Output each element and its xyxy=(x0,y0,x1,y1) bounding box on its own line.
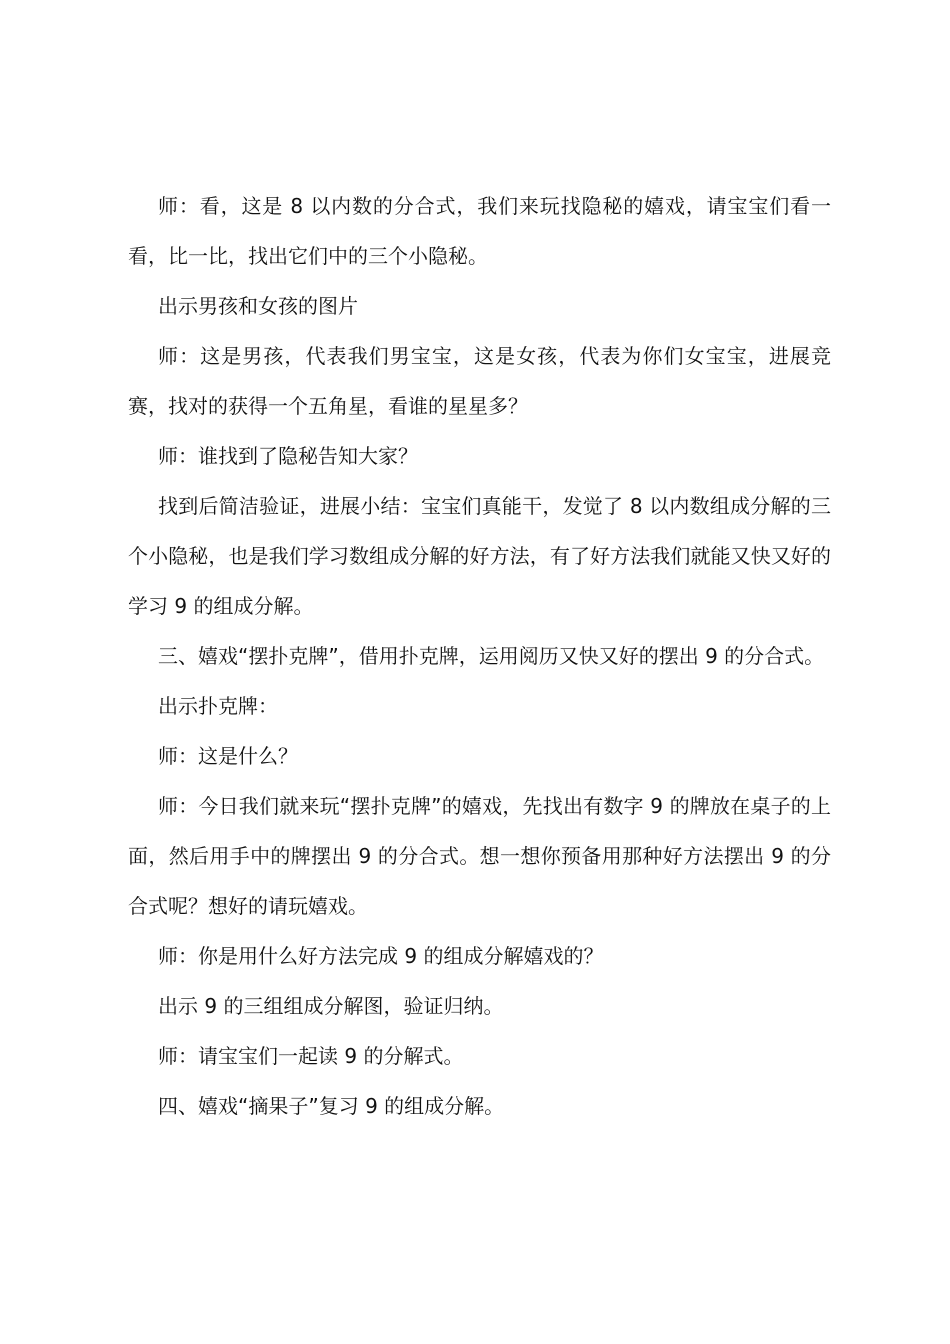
document-page xyxy=(128,181,831,1131)
paragraph-show-pictures: 出示男孩和女孩的图片 xyxy=(158,294,358,318)
paragraph-summary: 找到后简洁验证，进展小结：宝宝们真能干，发觉了 8 以内数组成分解的三个小隐秘，也是我们学习数组成分解的好方法，有了好方法我们就能又快又好的学习 9 的组成分解。 xyxy=(128,494,831,618)
paragraph-section-four-heading: 四、嬉戏“摘果子”复习 9 的组成分解。 xyxy=(158,1094,505,1118)
paragraph-who-found: 师：谁找到了隐秘告知大家？ xyxy=(158,444,418,468)
paragraph-intro-secrets: 师：看，这是 8 以内数的分合式，我们来玩找隐秘的嬉戏，请宝宝们看一看，比一比，找出它们中的三个小隐秘。 xyxy=(128,194,831,268)
paragraph-card-game-instructions: 师：今日我们就来玩“摆扑克牌”的嬉戏，先找出有数字 9 的牌放在桌子的上面，然后用手中的牌摆出 9 的分合式。想一想你预备用那种好方法摆出 9 的分合式呢？想好的请玩嬉戏。 xyxy=(128,794,831,918)
paragraph-read-together: 师：请宝宝们一起读 9 的分解式。 xyxy=(158,1044,464,1068)
paragraph-method-question: 师：你是用什么好方法完成 9 的组成分解嬉戏的？ xyxy=(158,944,604,968)
paragraph-show-cards: 出示扑克牌： xyxy=(158,694,278,718)
paragraph-boys-girls-contest: 师：这是男孩，代表我们男宝宝，这是女孩，代表为你们女宝宝，进展竞赛，找对的获得一个五角星，看谁的星星多？ xyxy=(128,344,831,418)
paragraph-section-three-heading: 三、嬉戏“摆扑克牌”，借用扑克牌，运用阅历又快又好的摆出 9 的分合式。 xyxy=(158,644,825,668)
paragraph-what-is-this: 师：这是什么？ xyxy=(158,744,298,768)
paragraph-show-decomposition: 出示 9 的三组组成分解图，验证归纳。 xyxy=(158,994,504,1018)
